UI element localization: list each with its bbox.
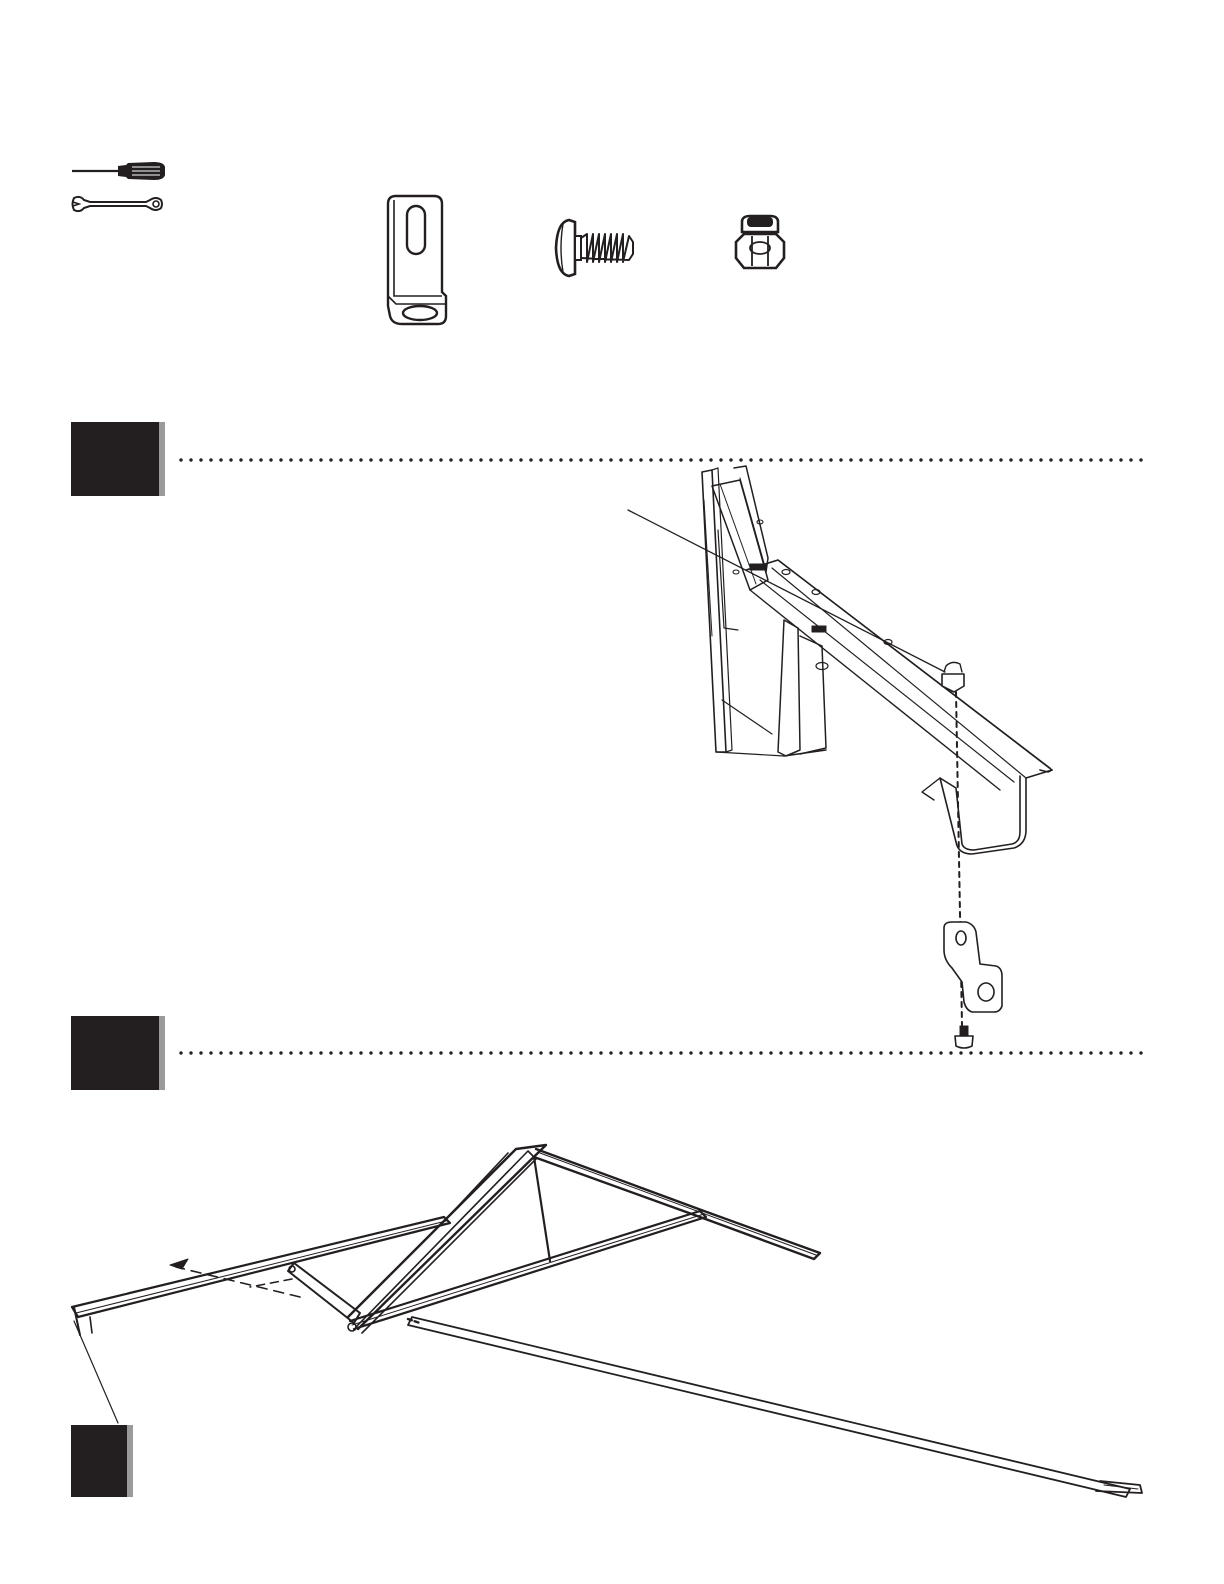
truss-assembly (60, 1135, 1160, 1515)
wrench-icon (70, 193, 165, 215)
step-3-marker (71, 1425, 127, 1497)
step-2-divider (176, 1051, 1144, 1055)
l-bracket-icon (380, 192, 455, 332)
step-2-marker (71, 1016, 159, 1090)
screwdriver-icon (70, 158, 170, 184)
frame-corner-assembly (600, 460, 1070, 1060)
lock-nut-icon (730, 212, 790, 274)
screw-icon (553, 218, 643, 278)
step-1-marker (71, 422, 159, 496)
